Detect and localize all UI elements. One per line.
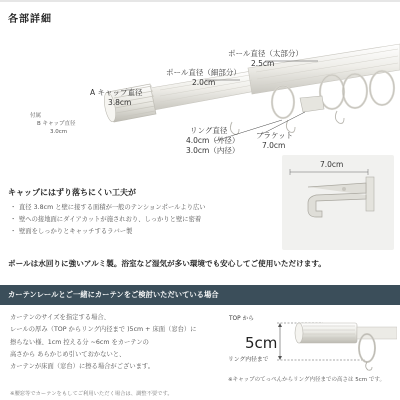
bracket-detail-dimension: 7.0cm [320,160,344,169]
sizing-paragraph [10,312,225,373]
feature-list [10,202,280,238]
label-cap-a-value: 3.8cm [108,98,132,107]
paragraph-line: 擦らない様、1cm 控える分 ~6cm をカーテンの [10,338,149,346]
label-cap-b-value: 3.0cm [50,129,68,135]
feature-item: ・ 壁への接地面にダイアカットが施されおり、しっかりと壁に密着 [10,214,280,226]
label-pole-thick-value: 2.5cm [251,59,275,68]
example-note: ※キャップのてっぺんからリング内径までの高さは 5cm です。 [228,377,385,383]
measurement-example [225,310,397,385]
label-bracket-value: 7.0cm [262,141,286,150]
paragraph-line: カーテンが床面（窓台）に擦る場合がございます。 [10,363,155,371]
paragraph-line: 高さから あらかじめ引いておかないと、 [10,350,126,358]
label-cap-b-note: 付属 [30,113,42,119]
material-notice: ポールは水回りに強いアルミ製。浴室など湿気が多い環境でも安心してご使用いただけます。 [8,259,326,268]
section-banner: カーテンレールとご一緒にカーテンをご検討いただいている場合 [0,285,400,305]
label-pole-thin-title: ポール直径（細部分） [166,68,241,77]
paragraph-line: カーテンのサイズを指定する場合、 [10,314,110,321]
page-title: 各部詳細 [8,14,52,25]
label-pole-thick-title: ポール直径（太部分） [228,49,303,58]
label-cap-b-title: B キャップ直径 [37,121,76,127]
label-bracket-title: ブラケット [256,131,294,140]
feature-item: ・ 壁面をしっかりとキャッチするラバー製 [10,226,280,238]
label-pole-thin-value: 2.0cm [192,78,216,87]
example-top-label: TOP から [229,316,255,322]
top-divider [0,0,400,2]
label-cap-a-title: A キャップ直径 [90,88,143,97]
paragraph-line: レールの厚み（TOP からリング内径まで )5cm + 床面（窓台）に [10,326,197,334]
footnote: ※腰窓等でカーテンをもしてご利用いただく場合は、調整不要です。 [10,391,173,397]
label-ring-title: リング直径 [190,126,228,135]
bracket-detail-image [282,155,394,250]
feature-item: ・ 直径 3.8cm と壁に接する面積が一般のテンションポールより広い [10,202,280,214]
feature-title: キャップにはずり落ちにくい工夫が [8,188,136,197]
example-ring-label: リング内径まで [228,357,269,363]
label-ring-outer: 4.0cm（外径） [186,136,240,145]
example-measure-value: 5cm [245,334,278,352]
label-ring-inner: 3.0cm（内径） [186,146,240,155]
